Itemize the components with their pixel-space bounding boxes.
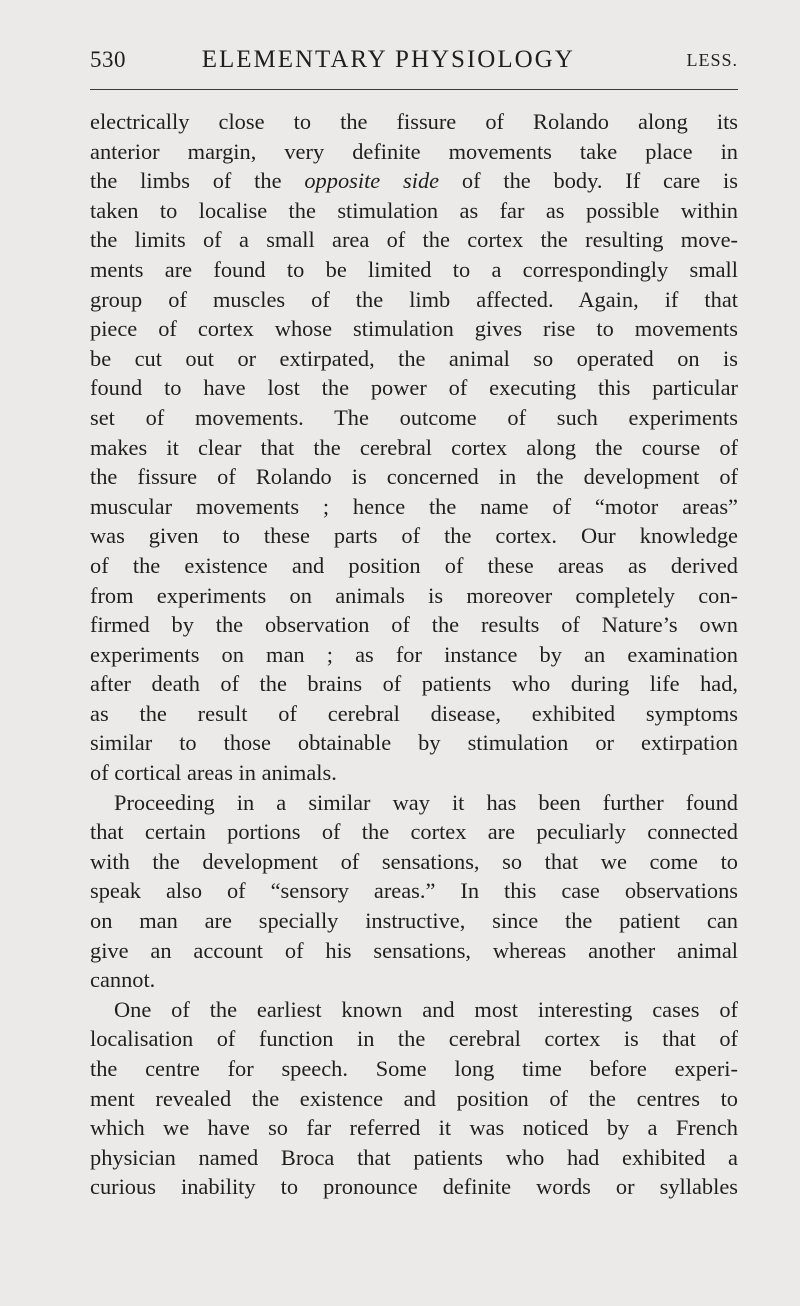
header-rule xyxy=(90,89,738,90)
text-line: One of the earliest known and most interesting cases of xyxy=(114,996,738,1022)
text-line: physician named Broca that patients who had exhibited a xyxy=(90,1144,738,1170)
text-line: the fissure of Rolando is concerned in the development of xyxy=(90,464,738,490)
text-line: localisation of function in the cerebral cortex is that of xyxy=(90,1026,738,1052)
emphasis-text: opposite side xyxy=(304,168,440,194)
body-text xyxy=(90,107,738,1202)
text-line: experiments on man ; as for instance by an examination xyxy=(90,641,738,667)
text-line: from experiments on animals is moreover completely con- xyxy=(90,582,738,608)
text-fragment: of the body. If care is xyxy=(461,168,738,194)
text-fragment: the limbs of the xyxy=(90,168,282,194)
text-line: taken to localise the stimulation as far as possible within xyxy=(90,197,738,223)
text-line: the centre for speech. Some long time before experi- xyxy=(90,1056,738,1081)
text-line: curious inability to pronounce definite words or syllables xyxy=(90,1174,738,1200)
text-line: with the development of sensations, so that we come to xyxy=(90,848,738,874)
text-line: muscular movements ; hence the name of “motor areas” xyxy=(90,493,738,519)
text-line: firmed by the observation of the results of Nature’s own xyxy=(90,612,738,638)
text-line xyxy=(90,166,738,196)
text-line: which we have so far referred it was noticed by a French xyxy=(90,1115,738,1141)
text-line: anterior margin, very definite movements take place in xyxy=(90,138,738,164)
text-line: Proceeding in a similar way it has been further found xyxy=(114,789,738,815)
section-label: LESS. xyxy=(686,49,738,70)
text-line: after death of the brains of patients who during life had, xyxy=(90,671,738,697)
text-line: as the result of cerebral disease, exhibited symptoms xyxy=(90,700,738,726)
text-line: piece of cortex whose stimulation gives rise to movements xyxy=(90,316,738,342)
text-line: was given to these parts of the cortex. Our knowledge xyxy=(90,523,738,549)
text-line: ments are found to be limited to a correspondingly small xyxy=(90,256,738,282)
text-line: cannot. xyxy=(90,967,156,993)
page-number: 530 xyxy=(90,47,126,72)
page-header xyxy=(90,40,738,80)
text-line: that certain portions of the cortex are peculiarly connected xyxy=(90,819,738,845)
text-line: of the existence and position of these areas as derived xyxy=(90,552,738,578)
text-line: found to have lost the power of executing this particular xyxy=(90,375,738,401)
text-line: set of movements. The outcome of such experiments xyxy=(90,404,738,430)
text-line: electrically close to the fissure of Rolando along its xyxy=(90,109,738,134)
text-line: on man are specially instructive, since the patient can xyxy=(90,908,738,934)
text-line: give an account of his sensations, whereas another animal xyxy=(90,937,738,963)
text-line: of cortical areas in animals. xyxy=(90,760,337,786)
text-line: be cut out or extirpated, the animal so operated on is xyxy=(90,345,738,371)
text-line: group of muscles of the limb affected. Again, if that xyxy=(90,286,738,312)
text-line: speak also of “sensory areas.” In this case observations xyxy=(90,878,738,904)
running-title: ELEMENTARY PHYSIOLOGY xyxy=(201,46,575,73)
text-line: makes it clear that the cerebral cortex along the course of xyxy=(90,434,738,460)
text-line: similar to those obtainable by stimulation or extirpation xyxy=(90,730,738,756)
text-line: ment revealed the existence and position of the centres to xyxy=(90,1085,738,1111)
text-line: the limits of a small area of the cortex the resulting move- xyxy=(90,227,738,253)
